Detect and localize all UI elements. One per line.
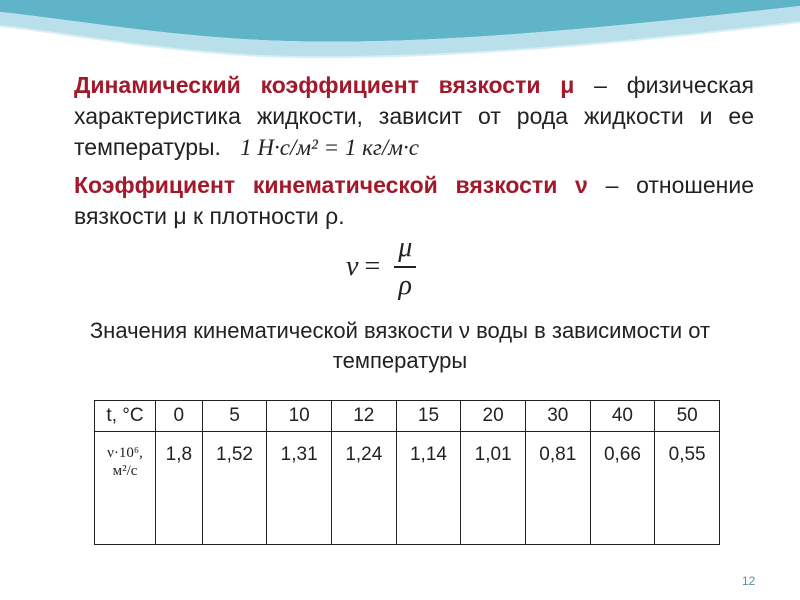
kinematic-viscosity-term: Коэффициент кинематической вязкости ν	[74, 172, 588, 198]
table-cell: 1,52	[202, 432, 267, 545]
table-row	[95, 401, 720, 432]
formula-equals: =	[364, 251, 381, 282]
kinematic-viscosity-definition: – отношение вязкости μ к плотности ρ.	[74, 172, 754, 229]
table-header-cell: 0	[156, 401, 203, 432]
header-wave-decoration	[0, 0, 800, 70]
table-header-cell: 10	[267, 401, 332, 432]
table-header-cell: 30	[525, 401, 590, 432]
table-header-cell: 15	[396, 401, 461, 432]
page-number: 12	[742, 574, 756, 588]
fraction-bar	[394, 266, 416, 268]
row-label-line: м²/с	[112, 463, 138, 479]
table-caption: Значения кинематической вязкости ν воды в зависимости от температуры	[89, 318, 711, 373]
dynamic-viscosity-paragraph	[74, 70, 754, 163]
table-header-cell: 40	[590, 401, 655, 432]
dynamic-viscosity-term: Динамический коэффициент вязкости μ	[74, 72, 575, 98]
table-cell: 1,14	[396, 432, 461, 545]
table-header-cell: t, °C	[95, 401, 156, 432]
kinematic-viscosity-paragraph	[74, 170, 754, 232]
table-row	[95, 432, 720, 545]
table-header-cell: 50	[655, 401, 720, 432]
dynamic-viscosity-definition: – физическая характеристика жидкости, зависит от рода жидкости и ее температуры.	[74, 72, 754, 160]
table-cell: 1,8	[156, 432, 203, 545]
formula-numerator: μ	[398, 232, 413, 263]
table-cell: 1,01	[461, 432, 526, 545]
table-cell: 1,31	[267, 432, 332, 545]
table-header-cell: 12	[331, 401, 396, 432]
kinematic-viscosity-formula	[346, 232, 416, 302]
formula-fraction	[394, 232, 416, 302]
formula-denominator: ρ	[398, 270, 412, 301]
table-cell: 0,81	[525, 432, 590, 545]
row-label-line: ν·10⁶,	[107, 445, 143, 461]
formula-lhs: ν	[346, 251, 359, 282]
viscosity-table	[94, 400, 720, 545]
table-header-cell: 5	[202, 401, 267, 432]
table-header-cell: 20	[461, 401, 526, 432]
table-cell: 1,24	[331, 432, 396, 545]
table-cell: 0,66	[590, 432, 655, 545]
viscosity-units: 1 Н·с/м² = 1 кг/м·с	[240, 135, 419, 160]
table-row-label	[95, 432, 156, 545]
table-cell: 0,55	[655, 432, 720, 545]
